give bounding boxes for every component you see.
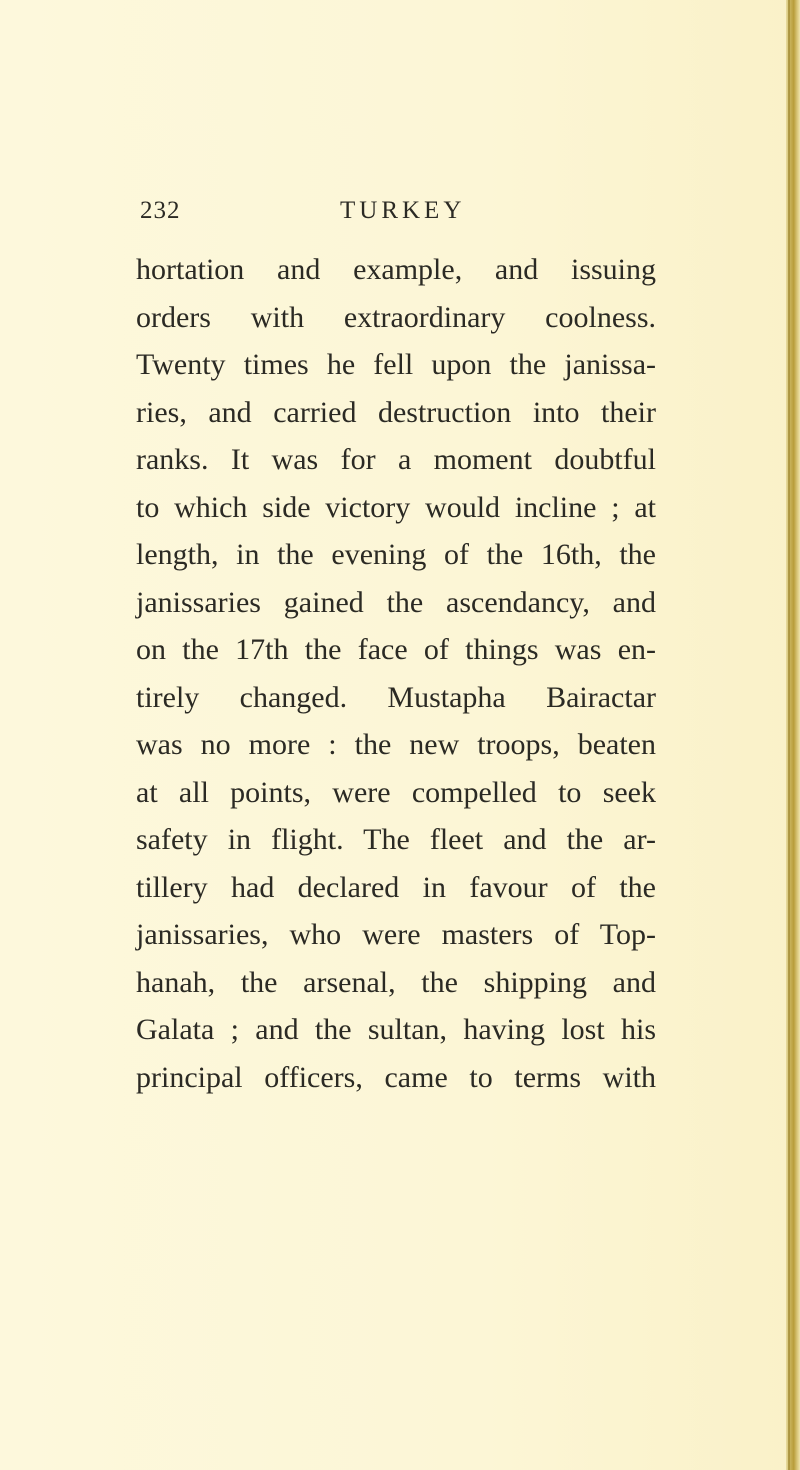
text-line: ranks. It was for a moment doubtful — [136, 443, 656, 476]
text-line: tillery had declared in favour of the — [136, 870, 656, 904]
page-number: 232 — [140, 197, 181, 224]
text-line: ries, and carried destruction into their — [136, 395, 656, 429]
text-line: orders with extraordinary coolness. — [136, 300, 656, 334]
text-line: janissaries gained the ascendancy, and — [136, 585, 656, 619]
text-line: tirely changed. Mustapha Bairactar — [136, 680, 656, 714]
text-line: to which side victory would incline ; at — [136, 490, 656, 524]
text-line: length, in the evening of the 16th, the — [136, 538, 656, 571]
text-line: hortation and example, and issuing — [136, 253, 656, 286]
text-line: Twenty times he fell upon the janissa- — [136, 348, 656, 381]
text-line: Galata ; and the sultan, having lost his — [136, 1013, 656, 1046]
text-line: on the 17th the face of things was en- — [136, 633, 656, 666]
body-text — [136, 246, 656, 1101]
text-line: hanah, the arsenal, the shipping and — [136, 965, 656, 999]
running-head — [140, 197, 660, 237]
text-line: janissaries, who were masters of Top- — [136, 918, 656, 951]
text-line: at all points, were compelled to seek — [136, 775, 656, 809]
text-line: was no more : the new troops, beaten — [136, 728, 656, 761]
text-line: principal officers, came to terms with — [136, 1060, 656, 1094]
text-line: safety in flight. The fleet and the ar- — [136, 823, 656, 856]
page-edge-line — [788, 0, 790, 1470]
running-title: TURKEY — [340, 197, 466, 224]
